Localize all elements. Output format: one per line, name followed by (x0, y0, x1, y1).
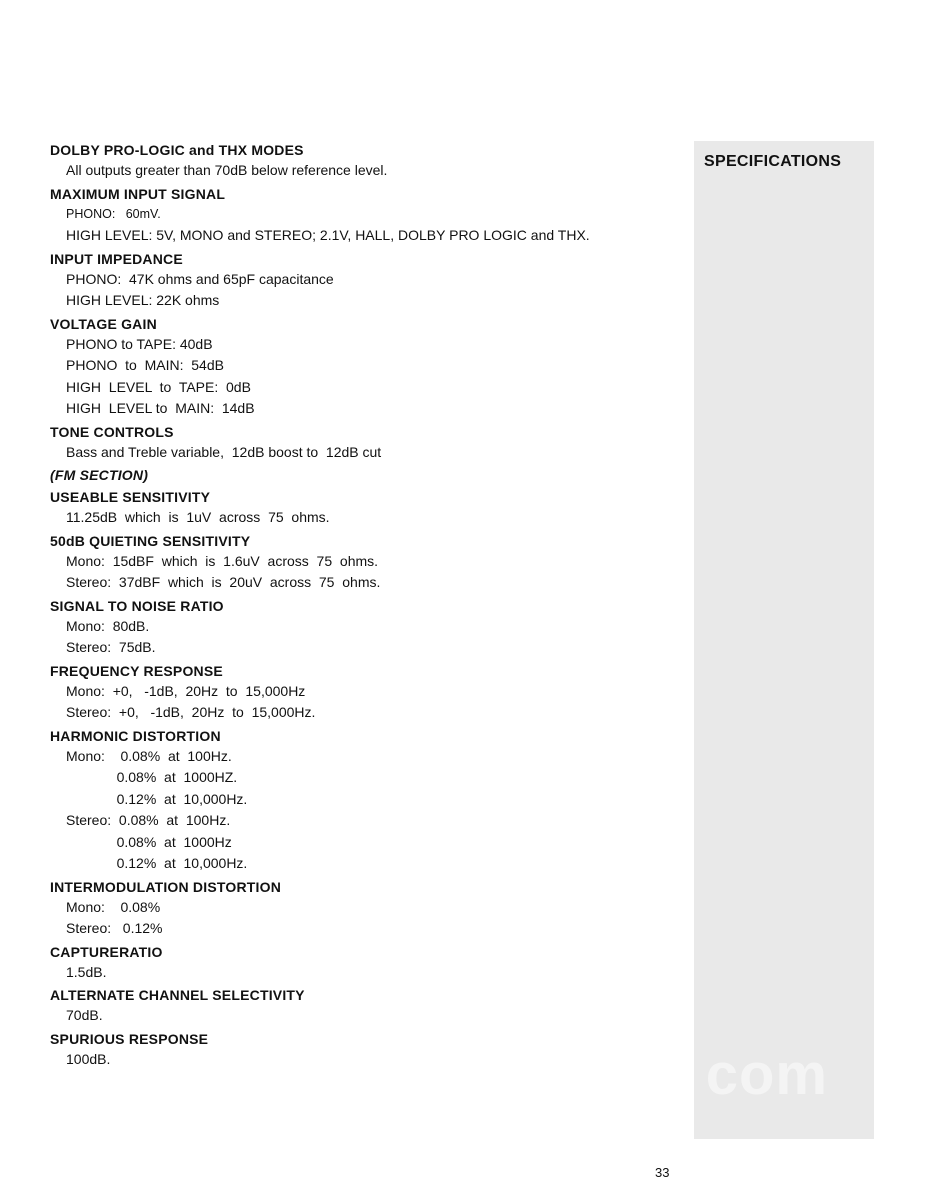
spec-line: Stereo: 0.08% at 100Hz. (66, 812, 231, 828)
spec-heading: SPURIOUS RESPONSE (50, 1030, 209, 1047)
spec-heading: (FM SECTION) (50, 467, 149, 483)
spec-line: Bass and Treble variable, 12dB boost to 12dB cut (66, 443, 382, 460)
spec-list (50, 138, 670, 1070)
spec-line: 0.12% at 10,000Hz. (66, 855, 248, 871)
spec-line: HIGH LEVEL to MAIN: 14dB (66, 400, 255, 416)
spec-heading: 50dB QUIETING SENSITIVITY (50, 532, 251, 549)
spec-heading: INPUT IMPEDANCE (50, 250, 183, 267)
spec-section-max-input (50, 182, 670, 247)
spec-section-capture-ratio (50, 940, 670, 984)
spec-section-dolby-modes (50, 138, 670, 182)
spec-heading: USEABLE SENSITIVITY (50, 489, 211, 505)
spec-line: HIGH LEVEL to TAPE: 0dB (66, 378, 251, 395)
spec-line: Stereo: +0, -1dB, 20Hz to 15,000Hz. (66, 704, 316, 720)
spec-line: Mono: 80dB. (66, 617, 150, 634)
spec-section-fm-section (50, 463, 670, 485)
spec-heading: CAPTURERATIO (50, 943, 163, 960)
spec-section-spurious-response (50, 1027, 670, 1071)
spec-line: PHONO to MAIN: 54dB (66, 357, 224, 373)
spec-section-frequency-response (50, 659, 670, 724)
spec-section-input-impedance (50, 247, 670, 312)
spec-heading: ALTERNATE CHANNEL SELECTIVITY (50, 987, 305, 1003)
spec-heading: TONE CONTROLS (50, 423, 174, 440)
spec-heading: SIGNAL TO NOISE RATIO (50, 597, 224, 614)
spec-section-intermodulation-distortion (50, 875, 670, 940)
spec-line: 70dB. (66, 1007, 103, 1023)
spec-heading: FREQUENCY RESPONSE (50, 662, 223, 679)
spec-heading: VOLTAGE GAIN (50, 315, 157, 332)
spec-line: 11.25dB which is 1uV across 75 ohms. (66, 509, 330, 525)
specifications-sidebar (694, 141, 874, 1139)
spec-section-quieting-sensitivity (50, 529, 670, 594)
watermark-text: com (705, 1042, 828, 1107)
spec-line: 1.5dB. (66, 963, 107, 980)
spec-section-signal-to-noise (50, 594, 670, 659)
spec-line: 0.08% at 1000Hz (66, 833, 232, 850)
spec-section-harmonic-distortion (50, 724, 670, 875)
spec-line: 100dB. (66, 1050, 111, 1067)
spec-line: All outputs greater than 70dB below reference level. (66, 162, 388, 178)
spec-heading: DOLBY PRO-LOGIC and THX MODES (50, 142, 304, 158)
spec-line: Mono: 0.08% (66, 898, 161, 915)
spec-line: Stereo: 0.12% (66, 920, 163, 936)
spec-heading: MAXIMUM INPUT SIGNAL (50, 185, 226, 202)
spec-section-useable-sensitivity (50, 485, 670, 529)
spec-line: Mono: +0, -1dB, 20Hz to 15,000Hz (66, 682, 306, 699)
spec-line: PHONO to TAPE: 40dB (66, 335, 213, 352)
spec-line: PHONO: 60mV. (66, 206, 161, 221)
spec-section-voltage-gain (50, 312, 670, 420)
sidebar-title: SPECIFICATIONS (704, 153, 842, 170)
spec-line: 0.08% at 1000HZ. (66, 769, 238, 785)
spec-section-alternate-channel (50, 983, 670, 1027)
spec-line: HIGH LEVEL: 5V, MONO and STEREO; 2.1V, HALL, DOLBY PRO LOGIC and THX. (66, 227, 590, 243)
spec-line: PHONO: 47K ohms and 65pF capacitance (66, 270, 334, 287)
spec-line: Mono: 15dBF which is 1.6uV across 75 ohms. (66, 552, 379, 569)
spec-heading: HARMONIC DISTORTION (50, 727, 221, 744)
spec-heading: INTERMODULATION DISTORTION (50, 878, 282, 895)
page-number: 33 (655, 1165, 670, 1180)
spec-line: Mono: 0.08% at 100Hz. (66, 747, 232, 764)
spec-line: Stereo: 37dBF which is 20uV across 75 ohms. (66, 574, 381, 590)
spec-line: Stereo: 75dB. (66, 639, 156, 655)
spec-line: 0.12% at 10,000Hz. (66, 790, 248, 807)
spec-line: HIGH LEVEL: 22K ohms (66, 292, 220, 308)
spec-section-tone-controls (50, 420, 670, 464)
